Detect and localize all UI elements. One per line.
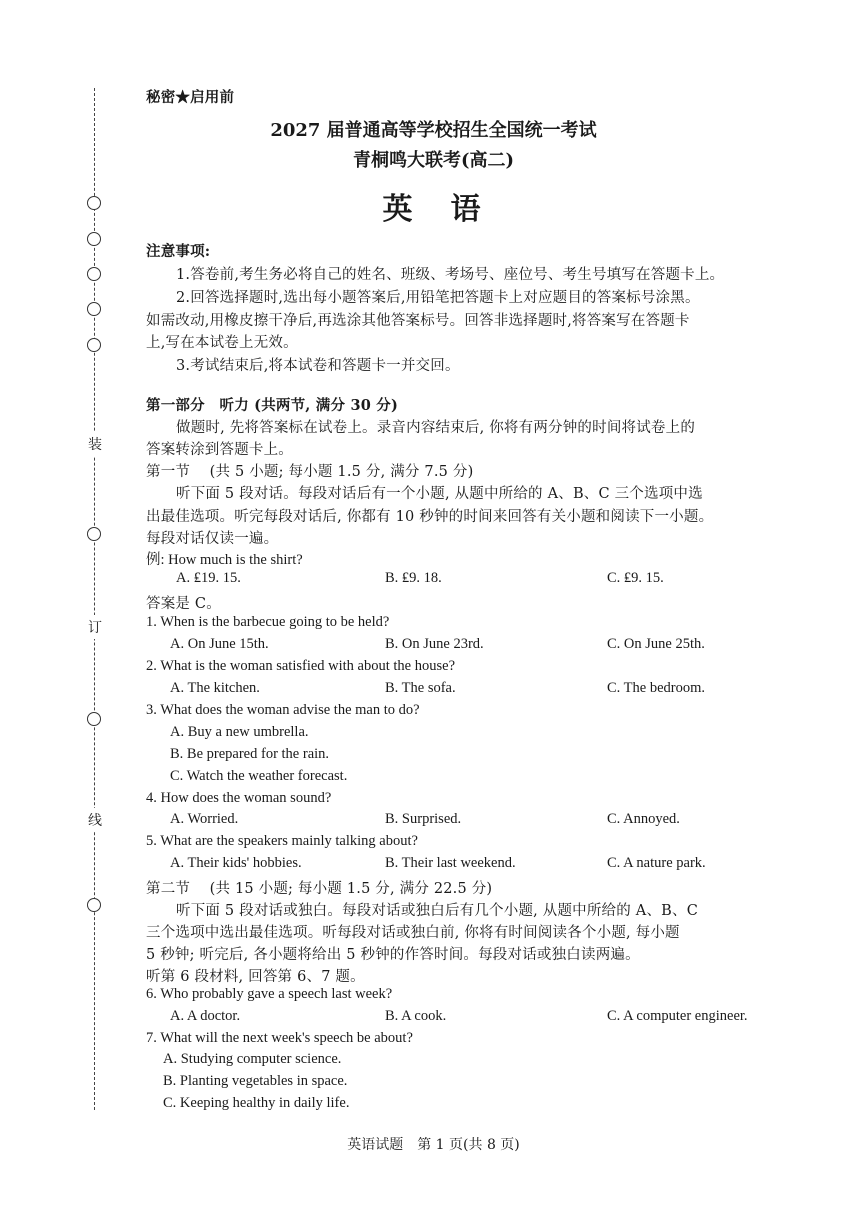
section-intro: 听下面 5 段对话。每段对话后有一个小题, 从题中所给的 A、B、C 三个选项中选	[176, 486, 703, 502]
binding-circle	[87, 232, 101, 246]
option-b: B. Their last weekend.	[385, 855, 516, 871]
binding-circle	[87, 898, 101, 912]
option-a: A. Buy a new umbrella.	[170, 724, 309, 740]
option-c: C. Watch the weather forecast.	[170, 768, 348, 784]
note-item-2-cont: 上,写在本试卷上无效。	[146, 335, 298, 351]
part-heading: 第一部分 听力 (共两节, 满分 30 分)	[146, 397, 399, 414]
binding-circle	[87, 527, 101, 541]
option-c: C. A nature park.	[607, 855, 706, 871]
section-intro: 出最佳选项。听完每段对话后, 你都有 10 秒钟的时间来回答有关小题和阅读下一小题。	[146, 509, 714, 525]
page-footer: 英语试题 第 1 页(共 8 页)	[347, 1137, 520, 1153]
question-5: 5. What are the speakers mainly talking about?	[146, 833, 418, 849]
question-6: 6. Who probably gave a speech last week?	[146, 986, 393, 1002]
binding-circle	[87, 338, 101, 352]
option-a: A. The kitchen.	[170, 680, 260, 696]
binding-label-ding: 订	[86, 615, 104, 639]
note-item-1: 1.答卷前,考生务必将自己的姓名、班级、考场号、座位号、考生号填写在答题卡上。	[176, 267, 725, 283]
option-c: C. Annoyed.	[607, 811, 680, 827]
notes-heading: 注意事项:	[146, 243, 211, 260]
option-c: C. On June 25th.	[607, 636, 705, 652]
option-a: A. Studying computer science.	[163, 1051, 342, 1067]
example-question: 例: How much is the shirt?	[146, 552, 303, 568]
note-item-3: 3.考试结束后,将本试卷和答题卡一并交回。	[176, 358, 460, 374]
part-intro: 做题时, 先将答案标在试卷上。录音内容结束后, 你将有两分钟的时间将试卷上的	[176, 420, 696, 436]
note-item-2: 2.回答选择题时,选出每小题答案后,用铅笔把答题卡上对应题目的答案标号涂黑。	[176, 290, 700, 306]
option-b: B. A cook.	[385, 1008, 447, 1024]
binding-circle	[87, 302, 101, 316]
option-a: A. Worried.	[170, 811, 239, 827]
question-1: 1. When is the barbecue going to be held?	[146, 614, 390, 630]
option-c: C. Keeping healthy in daily life.	[163, 1095, 350, 1111]
option-b: B. The sofa.	[385, 680, 456, 696]
section-intro: 听下面 5 段对话或独白。每段对话或独白后有几个小题, 从题中所给的 A、B、C	[176, 903, 698, 919]
binding-circle	[87, 267, 101, 281]
option-b: B. ₤9. 18.	[385, 570, 442, 586]
subject-title: 英 语	[382, 192, 485, 227]
option-a: A. ₤19. 15.	[176, 570, 241, 586]
exam-subtitle: 青桐鸣大联考(高二)	[352, 150, 515, 171]
section-intro: 三个选项中选出最佳选项。听每段对话或独白前, 你将有时间阅读各个小题, 每小题	[146, 925, 680, 941]
question-4: 4. How does the woman sound?	[146, 790, 332, 806]
option-c: C. ₤9. 15.	[607, 570, 664, 586]
secret-label: 秘密★启用前	[146, 89, 235, 106]
option-b: B. Surprised.	[385, 811, 462, 827]
section-intro: 每段对话仅读一遍。	[146, 531, 279, 547]
question-7: 7. What will the next week's speech be about?	[146, 1030, 413, 1046]
binding-circle	[87, 712, 101, 726]
binding-label-xian: 线	[86, 808, 104, 832]
option-a: A. A doctor.	[170, 1008, 241, 1024]
example-answer: 答案是 C。	[146, 596, 221, 612]
option-b: B. On June 23rd.	[385, 636, 484, 652]
section-heading: 第二节 (共 15 小题; 每小题 1.5 分, 满分 22.5 分)	[146, 881, 493, 897]
option-b: B. Be prepared for the rain.	[170, 746, 330, 762]
question-2: 2. What is the woman satisfied with about the house?	[146, 658, 456, 674]
binding-label-zhuang: 装	[86, 432, 104, 456]
exam-title: 2027 届普通高等学校招生全国统一考试	[270, 120, 597, 141]
section-heading: 第一节 (共 5 小题; 每小题 1.5 分, 满分 7.5 分)	[146, 464, 474, 480]
option-c: C. The bedroom.	[607, 680, 705, 696]
option-c: C. A computer engineer.	[607, 1008, 748, 1024]
section-intro: 5 秒钟; 听完后, 各小题将给出 5 秒钟的作答时间。每段对话或独白读两遍。	[146, 947, 640, 963]
option-b: B. Planting vegetables in space.	[163, 1073, 348, 1089]
note-item-2-cont: 如需改动,用橡皮擦干净后,再选涂其他答案标号。回答非选择题时,将答案写在答题卡	[146, 313, 690, 329]
part-intro: 答案转涂到答题卡上。	[146, 442, 293, 458]
material-instruction: 听第 6 段材料, 回答第 6、7 题。	[146, 969, 365, 985]
option-a: A. On June 15th.	[170, 636, 269, 652]
question-3: 3. What does the woman advise the man to do?	[146, 702, 420, 718]
option-a: A. Their kids' hobbies.	[170, 855, 302, 871]
